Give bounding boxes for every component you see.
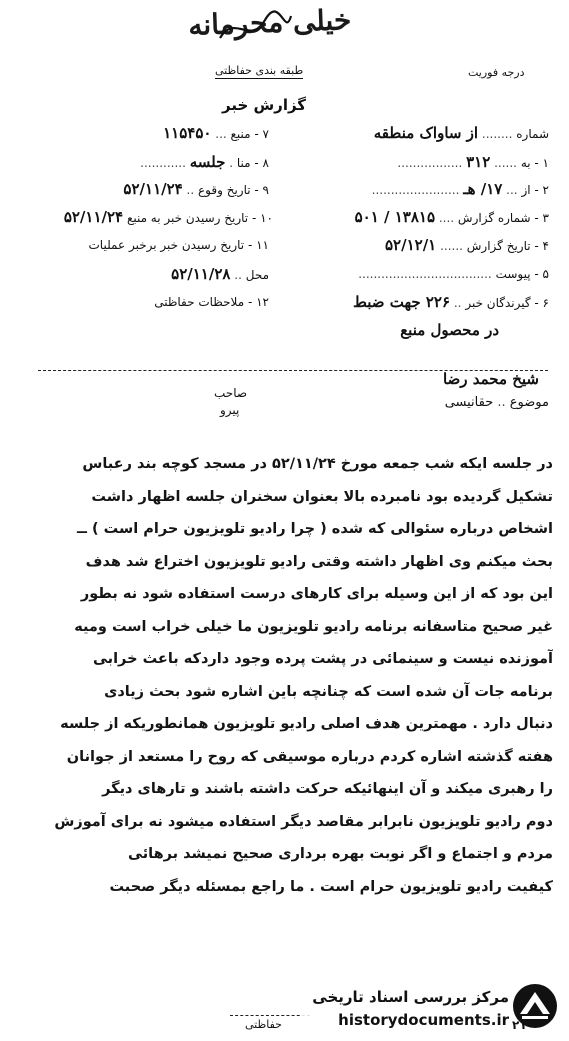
subject-line: موضوع .. حقانیسی: [444, 395, 549, 410]
body-line: آموزنده نیست و سینمائی در پشت پرده وجود داردکه باعث خرابی: [92, 651, 553, 667]
footer-divider: [230, 1015, 310, 1016]
body-line: دوم رادیو تلویزیون نابرابر مقاصد دیگر استفاده میشود نه برای آموزش: [54, 813, 553, 830]
field-value: ۱۷/ هـ: [463, 180, 503, 198]
watermark-url[interactable]: historydocuments.ir: [338, 1011, 509, 1029]
classification-label: طبقه بندی حفاظتی: [215, 64, 304, 77]
classification-stamp: خیلی محرمانه: [187, 3, 352, 42]
field-news-to-ops: [9, 236, 269, 254]
field-label: ۵ - پیوست: [495, 267, 549, 281]
body-line: این بود که از این وسیله برای کارهای درست استفاده شود نه بطور: [80, 586, 553, 602]
field-label: ۱۰ - تاریخ رسیدن خبر به منبع: [126, 211, 273, 225]
field-from: ۲ - از ... ۱۷/ هـ .......................: [371, 180, 549, 198]
field-recipients: ۶ - گیرندگان خبر .. ۲۲۶ جهت ضبط: [353, 293, 549, 311]
field-label: ۸ - منا: [236, 156, 269, 170]
field-label: ۱۲ - ملاحظات حفاظتی: [154, 295, 269, 309]
field-origin: ۸ - منا . جلسه ............: [140, 153, 269, 171]
field-value: ۱۳۸۱۵ / ۵۰۱: [354, 208, 436, 226]
body-line: غیر صحیح متاسفانه برنامه رادیو تلویزیون ما خیلی خراب است ومیه: [74, 618, 553, 635]
body-line: تشکیل گردیده بود نامبرده بالا بعنوان سخنران جلسه اظهار داشت: [91, 488, 553, 505]
body-line: اشخاص درباره سئوالی که شده ( چرا رادیو تلویزیون حرام است ) ــ: [77, 521, 553, 537]
field-label: ۲ - از: [521, 183, 549, 197]
body-line: در جلسه ایکه شب جمعه مورخ ۵۲/۱۱/۲۴ در مسجد کوچه بند رعباس: [82, 456, 553, 472]
body-line: برنامه جات آن شده است که چنانچه باین اشاره شود بحث زیادی: [104, 683, 553, 700]
field-value: ۵۲/۱۱/۲۴: [123, 180, 183, 198]
field-label: ۱ - به: [520, 156, 549, 170]
report-title: گزارش خبر: [222, 96, 307, 114]
field-source: ۷ - منبع ... ۱۱۵۴۵۰: [163, 124, 269, 142]
watermark-title: مرکز بررسی اسناد تاریخی: [312, 988, 509, 1006]
report-body: [13, 448, 553, 903]
field-value: ۲۲۶ جهت ضبط: [353, 293, 451, 311]
body-line: دنبال دارد . مهمترین هدف اصلی رادیو تلویزیون همانطوریکه از جلسه: [60, 716, 553, 732]
field-label: محل: [245, 268, 269, 282]
body-line: بحث میکنم وی اظهار داشته وقتی رادیو تلویزیون اختراع شد هدف: [85, 553, 553, 570]
subject-label: موضوع: [509, 395, 549, 410]
field-label: ۶ - گیرندگان خبر: [465, 296, 549, 310]
field-value: در محصول منبع: [400, 321, 499, 339]
field-label: ۳ - شماره گزارش: [457, 211, 549, 225]
field-value: ۵۲/۱۱/۲۴: [63, 208, 124, 226]
field-value: ۱۱۵۴۵۰: [163, 124, 212, 142]
body-line: مردم و اجتماع و اگر نوبت بهره برداری صحیح نمیشد برهائی: [128, 846, 553, 862]
field-attachment: ۵ - پیوست ...................................: [358, 267, 549, 281]
field-label: ۴ - تاریخ گزارش: [466, 239, 549, 253]
body-line: کیفیت رادیو تلویزیون حرام است . ما راجع بمسئله دیگر صحبت: [109, 878, 553, 895]
body-line: هفته گذشته اشاره کردم درباره موسیقی که روح را مستعد از جوانان: [66, 748, 553, 765]
urgency-label: درجه فوریت: [468, 66, 525, 79]
field-news-to-source: [5, 208, 273, 226]
field-source-product: [279, 321, 499, 339]
field-number: شماره ........ از ساواک منطقه: [373, 124, 549, 142]
field-value: ۵۲/۱۱/۲۸: [171, 265, 231, 283]
field-value: ۳۱۲: [466, 153, 491, 171]
field-report-date: ۴ - تاریخ گزارش ...... ۵۲/۱۲/۱: [385, 236, 549, 254]
owner-label: صاحب: [214, 386, 248, 400]
footer-signature: حفاظتی: [245, 1018, 282, 1031]
field-value: از ساواک منطقه: [373, 124, 479, 142]
field-value: ۵۲/۱۲/۱: [385, 236, 437, 254]
field-label: شماره: [516, 127, 549, 141]
page-number: ۲۱: [512, 1018, 527, 1032]
subject-value: حقانیسی: [444, 395, 494, 410]
follow-label: پیرو: [220, 403, 240, 417]
field-report-number: ۳ - شماره گزارش .... ۱۳۸۱۵ / ۵۰۱: [354, 208, 549, 226]
field-event-date: ۹ - تاریخ وقوع .. ۵۲/۱۱/۲۴: [123, 180, 269, 198]
field-label: ۱۱ - تاریخ رسیدن خبر برخبر عملیات: [88, 238, 269, 252]
body-line: را رهبری میکند و آن اینهائیکه حرکت داشته باشند و تارهای دیگر: [102, 781, 553, 797]
subject-handwritten: شیخ محمد رضا: [442, 370, 539, 388]
field-value: جلسه: [189, 153, 226, 171]
field-label: ۹ - تاریخ وقوع: [198, 183, 269, 197]
field-to: ۱ - به ...... ۳۱۲ .................: [397, 153, 549, 171]
field-label: ۷ - منبع: [230, 127, 269, 141]
field-location: محل .. ۵۲/۱۱/۲۸: [171, 265, 269, 283]
signature-scribble: [215, 8, 295, 48]
field-security-notes: [9, 293, 269, 311]
